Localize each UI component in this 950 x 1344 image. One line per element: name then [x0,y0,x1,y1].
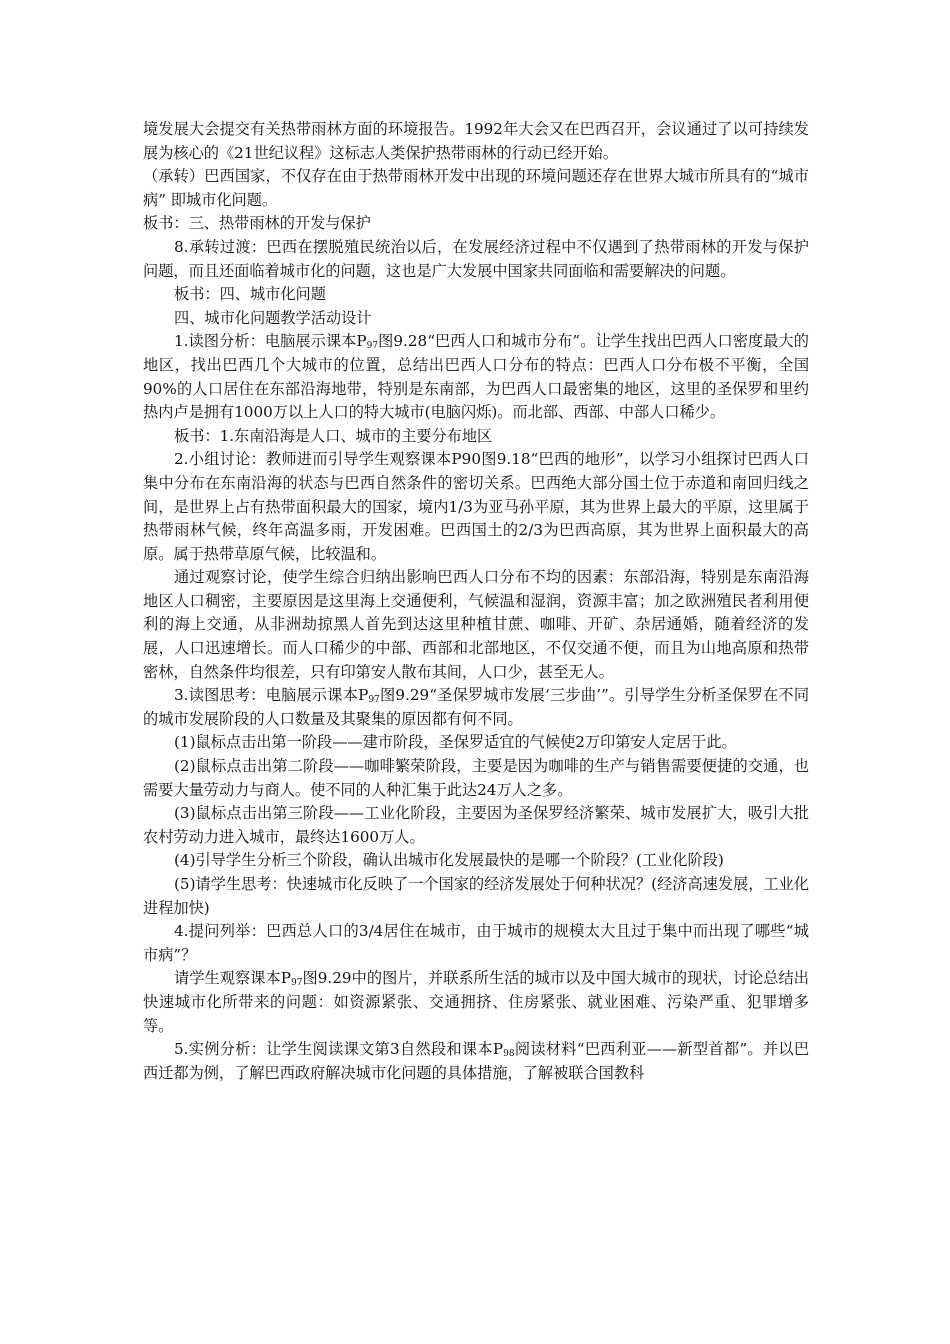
paragraph-step-8 [143,236,809,283]
document-body [143,118,809,1085]
paragraph-text: 3.读图思考：电脑展示课本P [174,686,369,705]
paragraph-discussion-summary [143,566,809,684]
blackboard-heading-3 [143,212,809,236]
paragraph-text: 图9.28“巴西人口和城市分布”。让学生找出巴西人口密度最大的地区，找出巴西几个大城市的位置，总结出巴西人口分布的特点：巴西人口分布极不平衡，全国90%的人口居住在东部沿海地带，特别是东南部，为巴西人口最密集的地区，这里的圣保罗和里约热内卢是拥有1000万以上人口的特大城市(电脑闪烁)。而北部、西部、中部人口稀少。 [143,332,809,422]
paragraph-observe-pictures [143,967,809,1038]
page-subscript: 97 [368,695,380,706]
paragraph-text: 5.实例分析：让学生阅读课文第3自然段和课本P [174,1040,504,1059]
paragraph-map-analysis [143,330,809,424]
paragraph-text: 请学生观察课本P [174,969,291,988]
paragraph-text: 图9.29中的图片，并联系所生活的城市以及中国大城市的现状，讨论总结出快速城市化所带来的问题：如资源紧张、交通拥挤、住房紧张、就业困难、污染严重、犯罪增多等。 [143,969,809,1035]
list-item-stage-3 [143,802,809,849]
paragraph-text: 四、城市化问题教学活动设计 [174,308,372,327]
paragraph-text: (5)请学生思考：快速城市化反映了一个国家的经济发展处于何种状况？(经济高速发展，工业化进程加快) [143,875,809,917]
paragraph-text: 图9.29“圣保罗城市发展‘三步曲’”。引导学生分析圣保罗在不同的城市发展阶段的人口数量及其聚集的原因都有何不同。 [143,686,810,728]
page-subscript: 97 [366,341,379,352]
paragraph-text: (1)鼠标点击出第一阶段——建市阶段，圣保罗适宜的气候使2万印第安人定居于此。 [174,733,737,752]
paragraph-map-thinking [143,684,809,731]
section-heading-activity-design [143,307,809,331]
blackboard-heading-4 [143,283,809,307]
paragraph-text: 板书：三、热带雨林的开发与保护 [143,214,371,233]
paragraph-case-analysis [143,1038,809,1085]
list-item-stage-2 [143,755,809,802]
paragraph-text: (4)引导学生分析三个阶段，确认出城市化发展最快的是哪一个阶段？(工业化阶段) [174,851,724,870]
paragraph-text: 通过观察讨论，使学生综合归纳出影响巴西人口分布不均的因素：东部沿海，特别是东南沿海地区人口稠密，主要原因是这里海上交通便利，气候温和湿润，资源丰富；加之欧洲殖民者利用便利的海上交通，从非洲劫掠黑人首先到达这里种植甘蔗、咖啡、开矿、杂居通婚，随着经济的发展，人口迅速增长。而人口稀少的中部、西部和北部地区，不仅交通不便，而且为山地高原和热带密林，自然条件均很差，只有印第安人散布其间，人口少，甚至无人。 [143,568,809,681]
paragraph-text: (2)鼠标点击出第二阶段——咖啡繁荣阶段，主要是因为咖啡的生产与销售需要便捷的交通，也需要大量劳动力与商人。使不同的人种汇集于此达24万人之多。 [143,757,809,799]
paragraph-text: （承转）巴西国家，不仅存在由于热带雨林开发中出现的环境问题还存在世界大城市所具有的“城市病” 即城市化问题。 [143,167,809,209]
paragraph-group-discussion [143,448,809,566]
paragraph-question-list [143,920,809,967]
paragraph-transition [143,165,809,212]
list-item-stage-1 [143,731,809,755]
paragraph-text: 阅读材料“巴西利亚——新型首都”。并以巴西迁都为例，了解巴西政府解决城市化问题的具体措施，了解被联合国教科 [143,1040,810,1082]
paragraph-text: (3)鼠标点击出第三阶段——工业化阶段，主要因为圣保罗经济繁荣、城市发展扩大，吸引大批农村劳动力进入城市，最终达1600万人。 [143,804,809,846]
paragraph-text: 8.承转过渡：巴西在摆脱殖民统治以后，在发展经济过程中不仅遇到了热带雨林的开发与保护问题，而且还面临着城市化的问题，这也是广大发展中国家共同面临和需要解决的问题。 [143,237,809,280]
paragraph-env-report [143,118,809,165]
page-subscript: 98 [503,1049,515,1060]
list-item-thinking-5 [143,873,809,920]
paragraph-text: 1.读图分析：电脑展示课本P [174,332,367,351]
paragraph-text: 板书：四、城市化问题 [174,285,326,304]
paragraph-text: 境发展大会提交有关热带雨林方面的环境报告。1992年大会又在巴西召开，会议通过了以可持续发展为核心的《21世纪议程》这标志人类保护热带雨林的行动已经开始。 [143,120,809,162]
page-subscript: 97 [290,978,303,989]
paragraph-text: 板书：1.东南沿海是人口、城市的主要分布地区 [174,426,493,445]
paragraph-text: 4.提问列举：巴西总人口的3/4居住在城市，由于城市的规模太大且过于集中而出现了哪些“城市病”？ [143,922,809,964]
list-item-analysis-4 [143,849,809,873]
paragraph-text: 2.小组讨论：教师进而引导学生观察课本P90图9.18“巴西的地形”，以学习小组探讨巴西人口集中分布在东南沿海的状态与巴西自然条件的密切关系。巴西绝大部分国土位于赤道和南回归线之间，是世界上占有热带面积最大的国家，境内1/3为亚马孙平原，其为世界上最大的平原，这里属于热带雨林气候，终年高温多雨，开发困难。巴西国土的2/3为巴西高原，其为世界上面积最大的高原。属于热带草原气候，比较温和。 [143,450,809,563]
blackboard-point-1 [143,425,809,449]
